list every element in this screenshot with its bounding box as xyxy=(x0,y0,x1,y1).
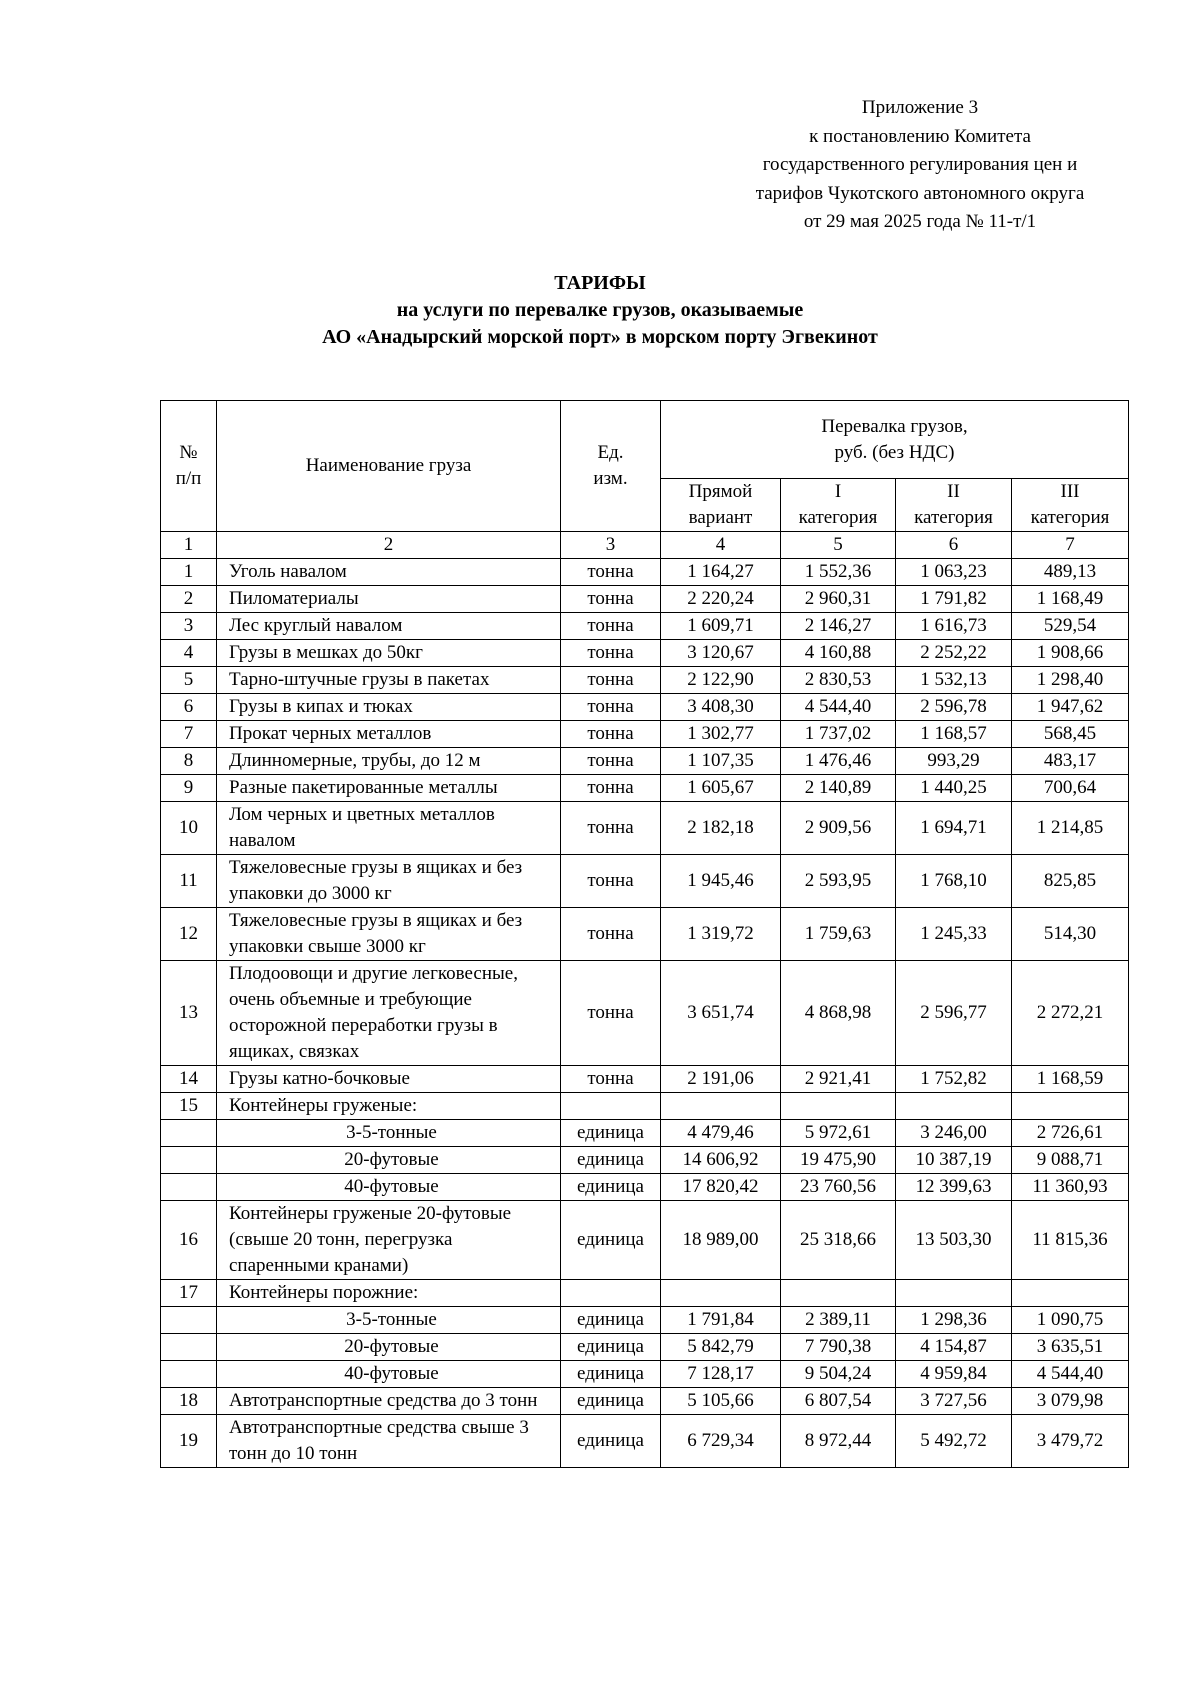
title-line: ТАРИФЫ xyxy=(554,272,646,294)
tariff-category-3: 3 079,98 xyxy=(1012,1388,1129,1415)
column-number: 3 xyxy=(561,532,661,559)
approval-line: тарифов Чукотского автономного округа xyxy=(755,182,1085,204)
cargo-name: Тяжеловесные грузы в ящиках и без упаковки свыше 3000 кг xyxy=(217,908,561,961)
tariff-category-3: 3 479,72 xyxy=(1012,1415,1129,1468)
cargo-name: Лес круглый навалом xyxy=(217,613,561,640)
header-name: Наименование груза xyxy=(217,401,561,532)
table-body xyxy=(161,559,1129,1468)
table-row xyxy=(161,1120,1129,1147)
cargo-name: Контейнеры груженые 20-футовые (свыше 20 тонн, перегрузка спаренными кранами) xyxy=(217,1201,561,1280)
tariff-direct: 1 791,84 xyxy=(661,1307,781,1334)
column-number: 5 xyxy=(781,532,896,559)
cargo-name: Автотранспортные средства свыше 3 тонн до 10 тонн xyxy=(217,1415,561,1468)
tariff-category-2: 2 596,77 xyxy=(896,961,1012,1066)
row-number xyxy=(161,1361,217,1388)
cargo-name: Длинномерные, трубы, до 12 м xyxy=(217,748,561,775)
tariff-category-1: 2 960,31 xyxy=(781,586,896,613)
cargo-name: Лом черных и цветных металлов навалом xyxy=(217,802,561,855)
row-number: 7 xyxy=(161,721,217,748)
table-row xyxy=(161,961,1129,1066)
tariff-category-3 xyxy=(1012,1093,1129,1120)
tariff-category-3: 483,17 xyxy=(1012,748,1129,775)
tariff-category-1: 4 868,98 xyxy=(781,961,896,1066)
tariff-category-3: 514,30 xyxy=(1012,908,1129,961)
column-number: 2 xyxy=(217,532,561,559)
table-row xyxy=(161,908,1129,961)
tariff-category-3: 1 168,49 xyxy=(1012,586,1129,613)
cargo-name: Грузы в кипах и тюках xyxy=(217,694,561,721)
column-number: 4 xyxy=(661,532,781,559)
tariff-category-2: 5 492,72 xyxy=(896,1415,1012,1468)
row-number: 9 xyxy=(161,775,217,802)
tariff-category-1: 8 972,44 xyxy=(781,1415,896,1468)
tariff-direct: 1 609,71 xyxy=(661,613,781,640)
tariff-category-3: 825,85 xyxy=(1012,855,1129,908)
tariff-category-3: 2 272,21 xyxy=(1012,961,1129,1066)
tariff-direct: 2 182,18 xyxy=(661,802,781,855)
tariff-category-3 xyxy=(1012,1280,1129,1307)
unit: единица xyxy=(561,1174,661,1201)
tariff-category-1: 2 593,95 xyxy=(781,855,896,908)
tariff-direct: 2 191,06 xyxy=(661,1066,781,1093)
tariff-category-1: 2 921,41 xyxy=(781,1066,896,1093)
unit: единица xyxy=(561,1361,661,1388)
table-row xyxy=(161,1201,1129,1280)
unit: тонна xyxy=(561,694,661,721)
tariff-direct xyxy=(661,1093,781,1120)
tariff-category-3: 11 815,36 xyxy=(1012,1201,1129,1280)
tariff-category-1: 5 972,61 xyxy=(781,1120,896,1147)
cargo-name: 20-футовые xyxy=(217,1147,561,1174)
tariff-category-3: 1 298,40 xyxy=(1012,667,1129,694)
unit: тонна xyxy=(561,855,661,908)
tariff-category-2: 4 959,84 xyxy=(896,1361,1012,1388)
cargo-name: Тяжеловесные грузы в ящиках и без упаковки до 3000 кг xyxy=(217,855,561,908)
tariff-category-1: 1 737,02 xyxy=(781,721,896,748)
tariff-category-2: 993,29 xyxy=(896,748,1012,775)
tariff-category-1: 4 160,88 xyxy=(781,640,896,667)
row-number: 8 xyxy=(161,748,217,775)
row-number: 19 xyxy=(161,1415,217,1468)
unit: тонна xyxy=(561,559,661,586)
table-row xyxy=(161,667,1129,694)
cargo-name: Прокат черных металлов xyxy=(217,721,561,748)
tariff-direct: 6 729,34 xyxy=(661,1415,781,1468)
tariff-direct: 3 120,67 xyxy=(661,640,781,667)
tariff-category-1: 1 476,46 xyxy=(781,748,896,775)
tariff-category-3: 4 544,40 xyxy=(1012,1361,1129,1388)
tariff-category-3: 9 088,71 xyxy=(1012,1147,1129,1174)
row-number: 6 xyxy=(161,694,217,721)
approval-block xyxy=(700,94,1140,237)
row-number xyxy=(161,1174,217,1201)
cargo-name: Контейнеры порожние: xyxy=(217,1280,561,1307)
tariff-direct: 18 989,00 xyxy=(661,1201,781,1280)
tariff-category-2: 10 387,19 xyxy=(896,1147,1012,1174)
unit: единица xyxy=(561,1415,661,1468)
tariff-category-3: 700,64 xyxy=(1012,775,1129,802)
tariff-category-3: 1 090,75 xyxy=(1012,1307,1129,1334)
tariff-category-1: 4 544,40 xyxy=(781,694,896,721)
tariff-direct: 1 164,27 xyxy=(661,559,781,586)
tariff-category-1: 2 140,89 xyxy=(781,775,896,802)
tariff-category-2: 1 245,33 xyxy=(896,908,1012,961)
table-row xyxy=(161,1066,1129,1093)
row-number: 3 xyxy=(161,613,217,640)
tariff-category-3: 1 947,62 xyxy=(1012,694,1129,721)
table-row xyxy=(161,1147,1129,1174)
tariff-category-2: 3 727,56 xyxy=(896,1388,1012,1415)
row-number: 5 xyxy=(161,667,217,694)
tariff-category-2: 1 768,10 xyxy=(896,855,1012,908)
row-number xyxy=(161,1334,217,1361)
row-number: 12 xyxy=(161,908,217,961)
tariff-category-2 xyxy=(896,1280,1012,1307)
table-row xyxy=(161,775,1129,802)
tariff-category-1 xyxy=(781,1280,896,1307)
tariff-category-1: 2 830,53 xyxy=(781,667,896,694)
tariff-direct: 1 319,72 xyxy=(661,908,781,961)
table-row xyxy=(161,748,1129,775)
tariff-direct: 2 122,90 xyxy=(661,667,781,694)
tariff-category-2: 1 791,82 xyxy=(896,586,1012,613)
row-number: 11 xyxy=(161,855,217,908)
tariff-category-2: 1 168,57 xyxy=(896,721,1012,748)
column-number: 1 xyxy=(161,532,217,559)
tariff-category-1: 1 552,36 xyxy=(781,559,896,586)
table-row xyxy=(161,694,1129,721)
unit: тонна xyxy=(561,802,661,855)
unit: тонна xyxy=(561,586,661,613)
tariff-category-2 xyxy=(896,1093,1012,1120)
tariff-category-2: 2 252,22 xyxy=(896,640,1012,667)
approval-line: от 29 мая 2025 года № 11-т/1 xyxy=(803,211,1037,233)
tariffs-table xyxy=(160,400,1129,1468)
row-number: 17 xyxy=(161,1280,217,1307)
tariff-category-3: 2 726,61 xyxy=(1012,1120,1129,1147)
header-no: № п/п xyxy=(161,401,217,532)
table-row xyxy=(161,559,1129,586)
unit: единица xyxy=(561,1307,661,1334)
unit: тонна xyxy=(561,640,661,667)
column-number-row xyxy=(161,532,1129,559)
tariff-direct: 5 105,66 xyxy=(661,1388,781,1415)
tariff-direct: 5 842,79 xyxy=(661,1334,781,1361)
tariff-direct: 14 606,92 xyxy=(661,1147,781,1174)
tariff-category-1: 2 389,11 xyxy=(781,1307,896,1334)
unit: тонна xyxy=(561,667,661,694)
approval-line: к постановлению Комитета xyxy=(809,125,1031,147)
row-number: 16 xyxy=(161,1201,217,1280)
cargo-name: Пиломатериалы xyxy=(217,586,561,613)
tariff-direct xyxy=(661,1280,781,1307)
unit: единица xyxy=(561,1201,661,1280)
header-category-1: I категория xyxy=(781,479,896,532)
cargo-name: 40-футовые xyxy=(217,1361,561,1388)
table-row xyxy=(161,855,1129,908)
table-row xyxy=(161,1388,1129,1415)
tariff-category-2: 1 532,13 xyxy=(896,667,1012,694)
tariff-category-2: 1 616,73 xyxy=(896,613,1012,640)
tariff-direct: 1 107,35 xyxy=(661,748,781,775)
header-category-2: II категория xyxy=(896,479,1012,532)
tariff-category-1 xyxy=(781,1093,896,1120)
tariff-category-2: 3 246,00 xyxy=(896,1120,1012,1147)
unit: тонна xyxy=(561,908,661,961)
table-row xyxy=(161,1174,1129,1201)
row-number: 2 xyxy=(161,586,217,613)
tariff-category-3: 1 908,66 xyxy=(1012,640,1129,667)
tariff-category-3: 1 214,85 xyxy=(1012,802,1129,855)
tariff-category-3: 529,54 xyxy=(1012,613,1129,640)
header-unit: Ед. изм. xyxy=(561,401,661,532)
tariff-category-1: 1 759,63 xyxy=(781,908,896,961)
row-number: 1 xyxy=(161,559,217,586)
cargo-name: 40-футовые xyxy=(217,1174,561,1201)
table-row xyxy=(161,586,1129,613)
title-line: на услуги по перевалке грузов, оказываемые xyxy=(396,299,804,321)
table-row xyxy=(161,1093,1129,1120)
tariff-category-2: 1 752,82 xyxy=(896,1066,1012,1093)
cargo-name: Разные пакетированные металлы xyxy=(217,775,561,802)
tariff-direct: 4 479,46 xyxy=(661,1120,781,1147)
tariff-category-1: 7 790,38 xyxy=(781,1334,896,1361)
tariff-category-2: 13 503,30 xyxy=(896,1201,1012,1280)
row-number: 10 xyxy=(161,802,217,855)
unit: тонна xyxy=(561,961,661,1066)
cargo-name: Тарно-штучные грузы в пакетах xyxy=(217,667,561,694)
tariff-category-1: 19 475,90 xyxy=(781,1147,896,1174)
tariff-direct: 1 302,77 xyxy=(661,721,781,748)
unit: тонна xyxy=(561,775,661,802)
tariff-category-1: 25 318,66 xyxy=(781,1201,896,1280)
row-number: 15 xyxy=(161,1093,217,1120)
column-number: 7 xyxy=(1012,532,1129,559)
tariff-category-3: 11 360,93 xyxy=(1012,1174,1129,1201)
tariff-direct: 7 128,17 xyxy=(661,1361,781,1388)
cargo-name: 3-5-тонные xyxy=(217,1307,561,1334)
tariff-category-2: 1 298,36 xyxy=(896,1307,1012,1334)
tariff-direct: 17 820,42 xyxy=(661,1174,781,1201)
tariff-category-2: 1 063,23 xyxy=(896,559,1012,586)
document-title xyxy=(0,270,1200,351)
tariff-category-2: 12 399,63 xyxy=(896,1174,1012,1201)
table-row xyxy=(161,802,1129,855)
approval-line: Приложение 3 xyxy=(861,97,979,118)
header-direct: Прямой вариант xyxy=(661,479,781,532)
tariff-direct: 1 945,46 xyxy=(661,855,781,908)
unit: тонна xyxy=(561,613,661,640)
title-line: АО «Анадырский морской порт» в морском порту Эгвекинот xyxy=(322,326,878,348)
tariff-category-1: 2 909,56 xyxy=(781,802,896,855)
row-number xyxy=(161,1307,217,1334)
unit: единица xyxy=(561,1147,661,1174)
table-row xyxy=(161,721,1129,748)
table-row xyxy=(161,613,1129,640)
tariff-category-2: 1 440,25 xyxy=(896,775,1012,802)
unit: единица xyxy=(561,1120,661,1147)
tariff-category-2: 1 694,71 xyxy=(896,802,1012,855)
table-header xyxy=(161,401,1129,559)
tariff-direct: 3 408,30 xyxy=(661,694,781,721)
tariff-category-1: 2 146,27 xyxy=(781,613,896,640)
tariff-category-3: 568,45 xyxy=(1012,721,1129,748)
table-row xyxy=(161,1361,1129,1388)
cargo-name: Уголь навалом xyxy=(217,559,561,586)
table-row xyxy=(161,1280,1129,1307)
tariff-category-1: 6 807,54 xyxy=(781,1388,896,1415)
row-number xyxy=(161,1147,217,1174)
cargo-name: 20-футовые xyxy=(217,1334,561,1361)
tariff-category-3: 489,13 xyxy=(1012,559,1129,586)
approval-line: государственного регулирования цен и xyxy=(762,154,1078,176)
tariff-direct: 1 605,67 xyxy=(661,775,781,802)
unit: тонна xyxy=(561,1066,661,1093)
tariff-category-3: 3 635,51 xyxy=(1012,1334,1129,1361)
unit: тонна xyxy=(561,721,661,748)
row-number xyxy=(161,1120,217,1147)
table-row xyxy=(161,1307,1129,1334)
tariff-direct: 3 651,74 xyxy=(661,961,781,1066)
cargo-name: Грузы в мешках до 50кг xyxy=(217,640,561,667)
unit: единица xyxy=(561,1388,661,1415)
cargo-name: Автотранспортные средства до 3 тонн xyxy=(217,1388,561,1415)
cargo-name: 3-5-тонные xyxy=(217,1120,561,1147)
row-number: 18 xyxy=(161,1388,217,1415)
cargo-name: Плодоовощи и другие легковесные, очень объемные и требующие осторожной переработки грузы в ящиках, связках xyxy=(217,961,561,1066)
table-row xyxy=(161,640,1129,667)
column-number: 6 xyxy=(896,532,1012,559)
tariff-category-2: 2 596,78 xyxy=(896,694,1012,721)
row-number: 14 xyxy=(161,1066,217,1093)
tariff-category-1: 23 760,56 xyxy=(781,1174,896,1201)
table-row xyxy=(161,1415,1129,1468)
unit xyxy=(561,1093,661,1120)
row-number: 4 xyxy=(161,640,217,667)
header-category-3: III категория xyxy=(1012,479,1129,532)
unit: единица xyxy=(561,1334,661,1361)
unit: тонна xyxy=(561,748,661,775)
tariff-category-2: 4 154,87 xyxy=(896,1334,1012,1361)
unit xyxy=(561,1280,661,1307)
table-row xyxy=(161,1334,1129,1361)
tariff-category-1: 9 504,24 xyxy=(781,1361,896,1388)
cargo-name: Контейнеры груженые: xyxy=(217,1093,561,1120)
cargo-name: Грузы катно-бочковые xyxy=(217,1066,561,1093)
tariff-category-3: 1 168,59 xyxy=(1012,1066,1129,1093)
row-number: 13 xyxy=(161,961,217,1066)
tariff-direct: 2 220,24 xyxy=(661,586,781,613)
header-group: Перевалка грузов, руб. (без НДС) xyxy=(661,401,1129,479)
